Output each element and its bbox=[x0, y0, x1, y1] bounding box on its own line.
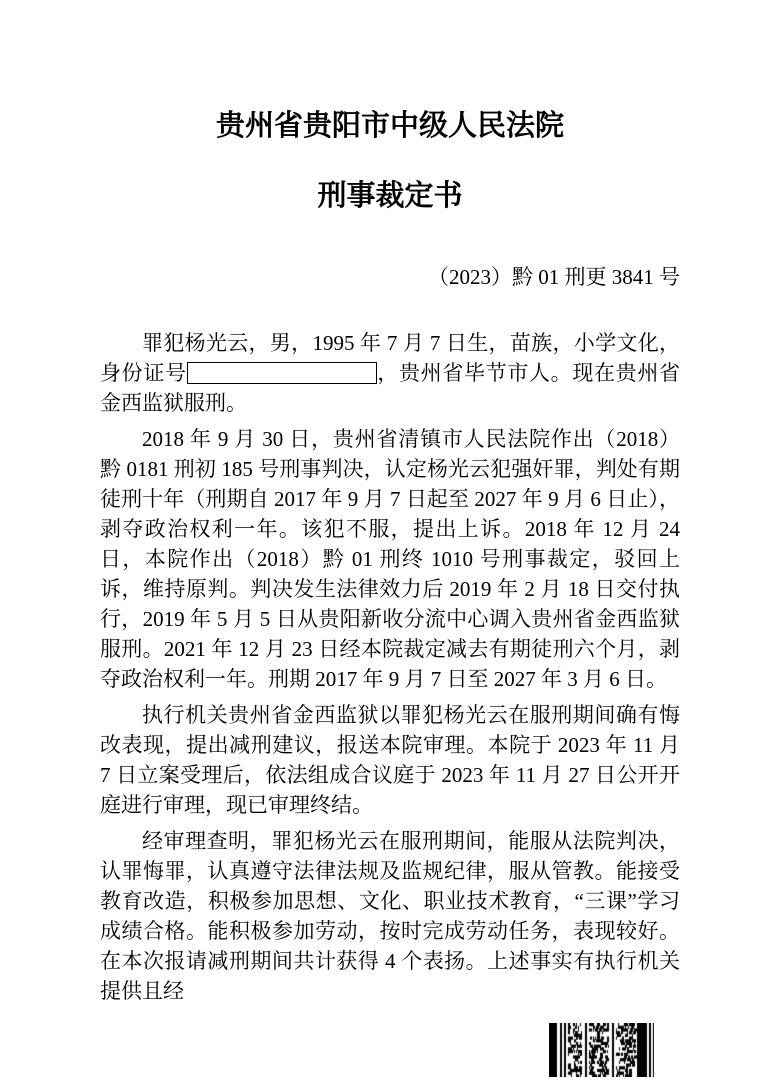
id-number-redaction-box bbox=[187, 362, 377, 384]
document-body bbox=[100, 328, 680, 1006]
paragraph-sentence-history: 2018 年 9 月 30 日，贵州省清镇市人民法院作出（2018）黔 0181 刑初 185 号刑事判决，认定杨光云犯强奸罪，判处有期徒刑十年（刑期自 2017 年 9 月 7 日起至 2027 年 9 月 6 日止），剥夺政治权利一年。该犯不服，提出上诉。2018 年 12 月 24 日，本院作出（2018）黔 01 刑终 1010 号刑事裁定，驳回上诉，维持原判。判决发生法律效力后 2019 年 2 月 18 日交付执行，2019 年 5 月 5 日从贵阳新收分流中心调入贵州省金西监狱服刑。2021 年 12 月 23 日经本院裁定减去有期徒刑六个月，剥夺政治权利一年。刑期 2017 年 9 月 7 日至 2027 年 3 月 6 日。 bbox=[100, 427, 680, 691]
paragraph-court-findings: 经审理查明，罪犯杨光云在服刑期间，能服从法院判决，认罪悔罪，认真遵守法律法规及监规纪律，服从管教。能接受教育改造，积极参加思想、文化、职业技术教育，“三课”学习成绩合格。能积极参加劳动，按时完成劳动任务，表现较好。在本次报请减刑期间共计获得 4 个表扬。上述事实有执行机关提供且经 bbox=[100, 829, 680, 1003]
paragraph-commutation-request: 执行机关贵州省金西监狱以罪犯杨光云在服刑期间确有悔改表现，提出减刑建议，报送本院审理。本院于 2023 年 11 月 7 日立案受理后，依法组成合议庭于 2023 年 11 月 27 日公开开庭进行审理，现已审理终结。 bbox=[100, 703, 681, 817]
paragraph-defendant-info bbox=[100, 328, 680, 418]
document-title: 刑事裁定书 bbox=[317, 180, 463, 212]
defendant-info-text-after: ，贵州省毕节市人。现在贵州省金西监狱服刑。 bbox=[100, 361, 681, 415]
case-number: （2023）黔 01 刑更 3841 号 bbox=[428, 265, 680, 289]
document-content bbox=[100, 0, 680, 1012]
pdf417-barcode-icon bbox=[549, 1023, 654, 1077]
court-name: 贵州省贵阳市中级人民法院 bbox=[215, 110, 564, 142]
defendant-info-text-before: 罪犯杨光云，男，1995 年 7 月 7 日生，苗族，小学文化，身份证号 bbox=[100, 331, 680, 385]
